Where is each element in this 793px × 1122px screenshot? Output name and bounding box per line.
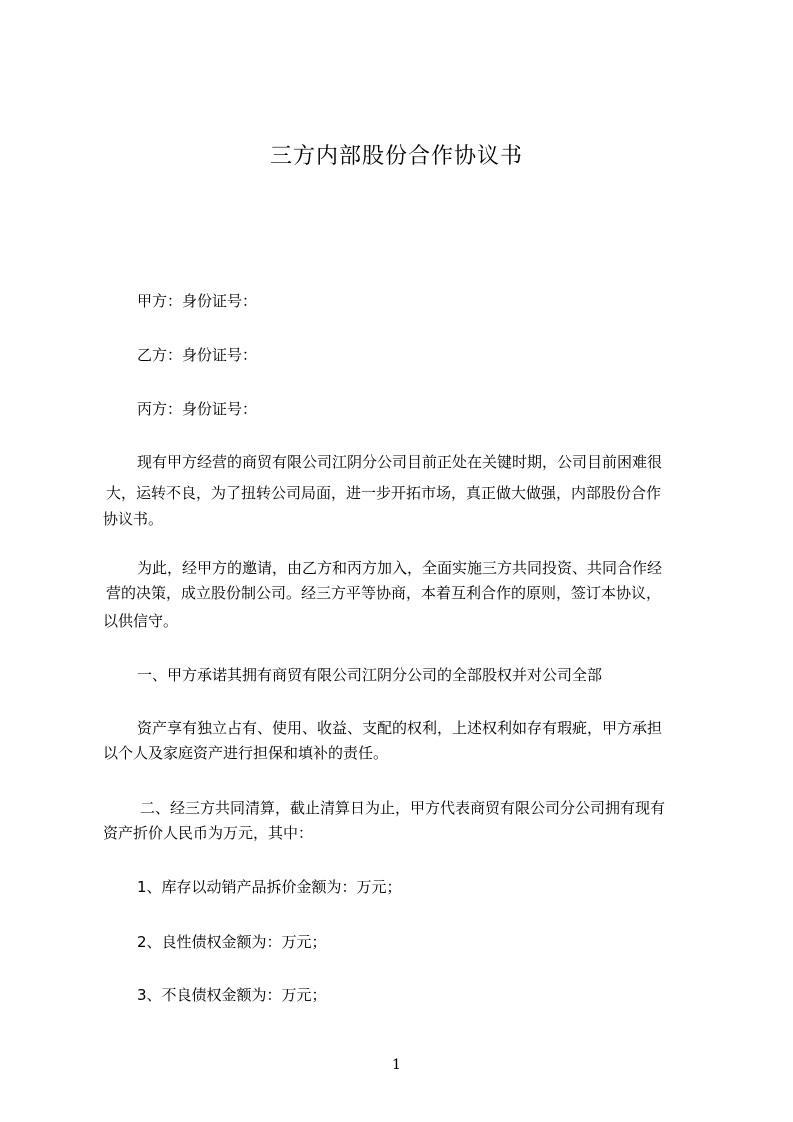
purpose-line-1: 为此，经甲方的邀请，由乙方和丙方加入，全面实施三方共同投资、共同合作经 <box>137 559 663 577</box>
document-title: 三方内部股份合作协议书 <box>269 144 523 169</box>
preamble-line-3: 协议书。 <box>103 510 164 528</box>
party-b-line: 乙方：身份证号： <box>137 346 258 364</box>
preamble-line-2: 大，运转不良，为了扭转公司局面，进一步开拓市场，真正做大做强，内部股份合作 <box>106 484 662 502</box>
asset-item-1: 1、库存以动销产品拆价金额为：万元； <box>137 878 402 896</box>
purpose-line-2: 营的决策，成立股份制公司。经三方平等协商，本着互利合作的原则，签订本协议， <box>106 584 662 602</box>
clause-1-line-2: 以个人及家庭资产进行担保和填补的责任。 <box>103 744 389 762</box>
party-a-line: 甲方：身份证号： <box>137 292 258 310</box>
preamble-line-1: 现有甲方经营的商贸有限公司江阴分公司目前正处在关键时期，公司目前困难很 <box>137 453 663 471</box>
clause-1-heading: 一、甲方承诺其拥有商贸有限公司江阴分公司的全部股权并对公司全部 <box>137 666 603 684</box>
asset-item-2: 2、良性债权金额为：万元； <box>137 933 327 951</box>
purpose-line-3: 以供信守。 <box>103 612 179 630</box>
clause-2-line-1: 二、经三方共同清算，截止清算日为止，甲方代表商贸有限公司分公司拥有现有 <box>140 799 666 817</box>
page-number: 1 <box>392 1057 401 1073</box>
clause-1-line-1: 资产享有独立占有、使用、收益、支配的权利，上述权利如存有瑕疵，甲方承担 <box>137 719 663 737</box>
clause-2-line-2: 资产折价人民币为万元，其中： <box>103 824 314 842</box>
party-c-line: 丙方：身份证号： <box>137 400 258 418</box>
asset-item-3: 3、不良债权金额为：万元； <box>137 986 327 1004</box>
